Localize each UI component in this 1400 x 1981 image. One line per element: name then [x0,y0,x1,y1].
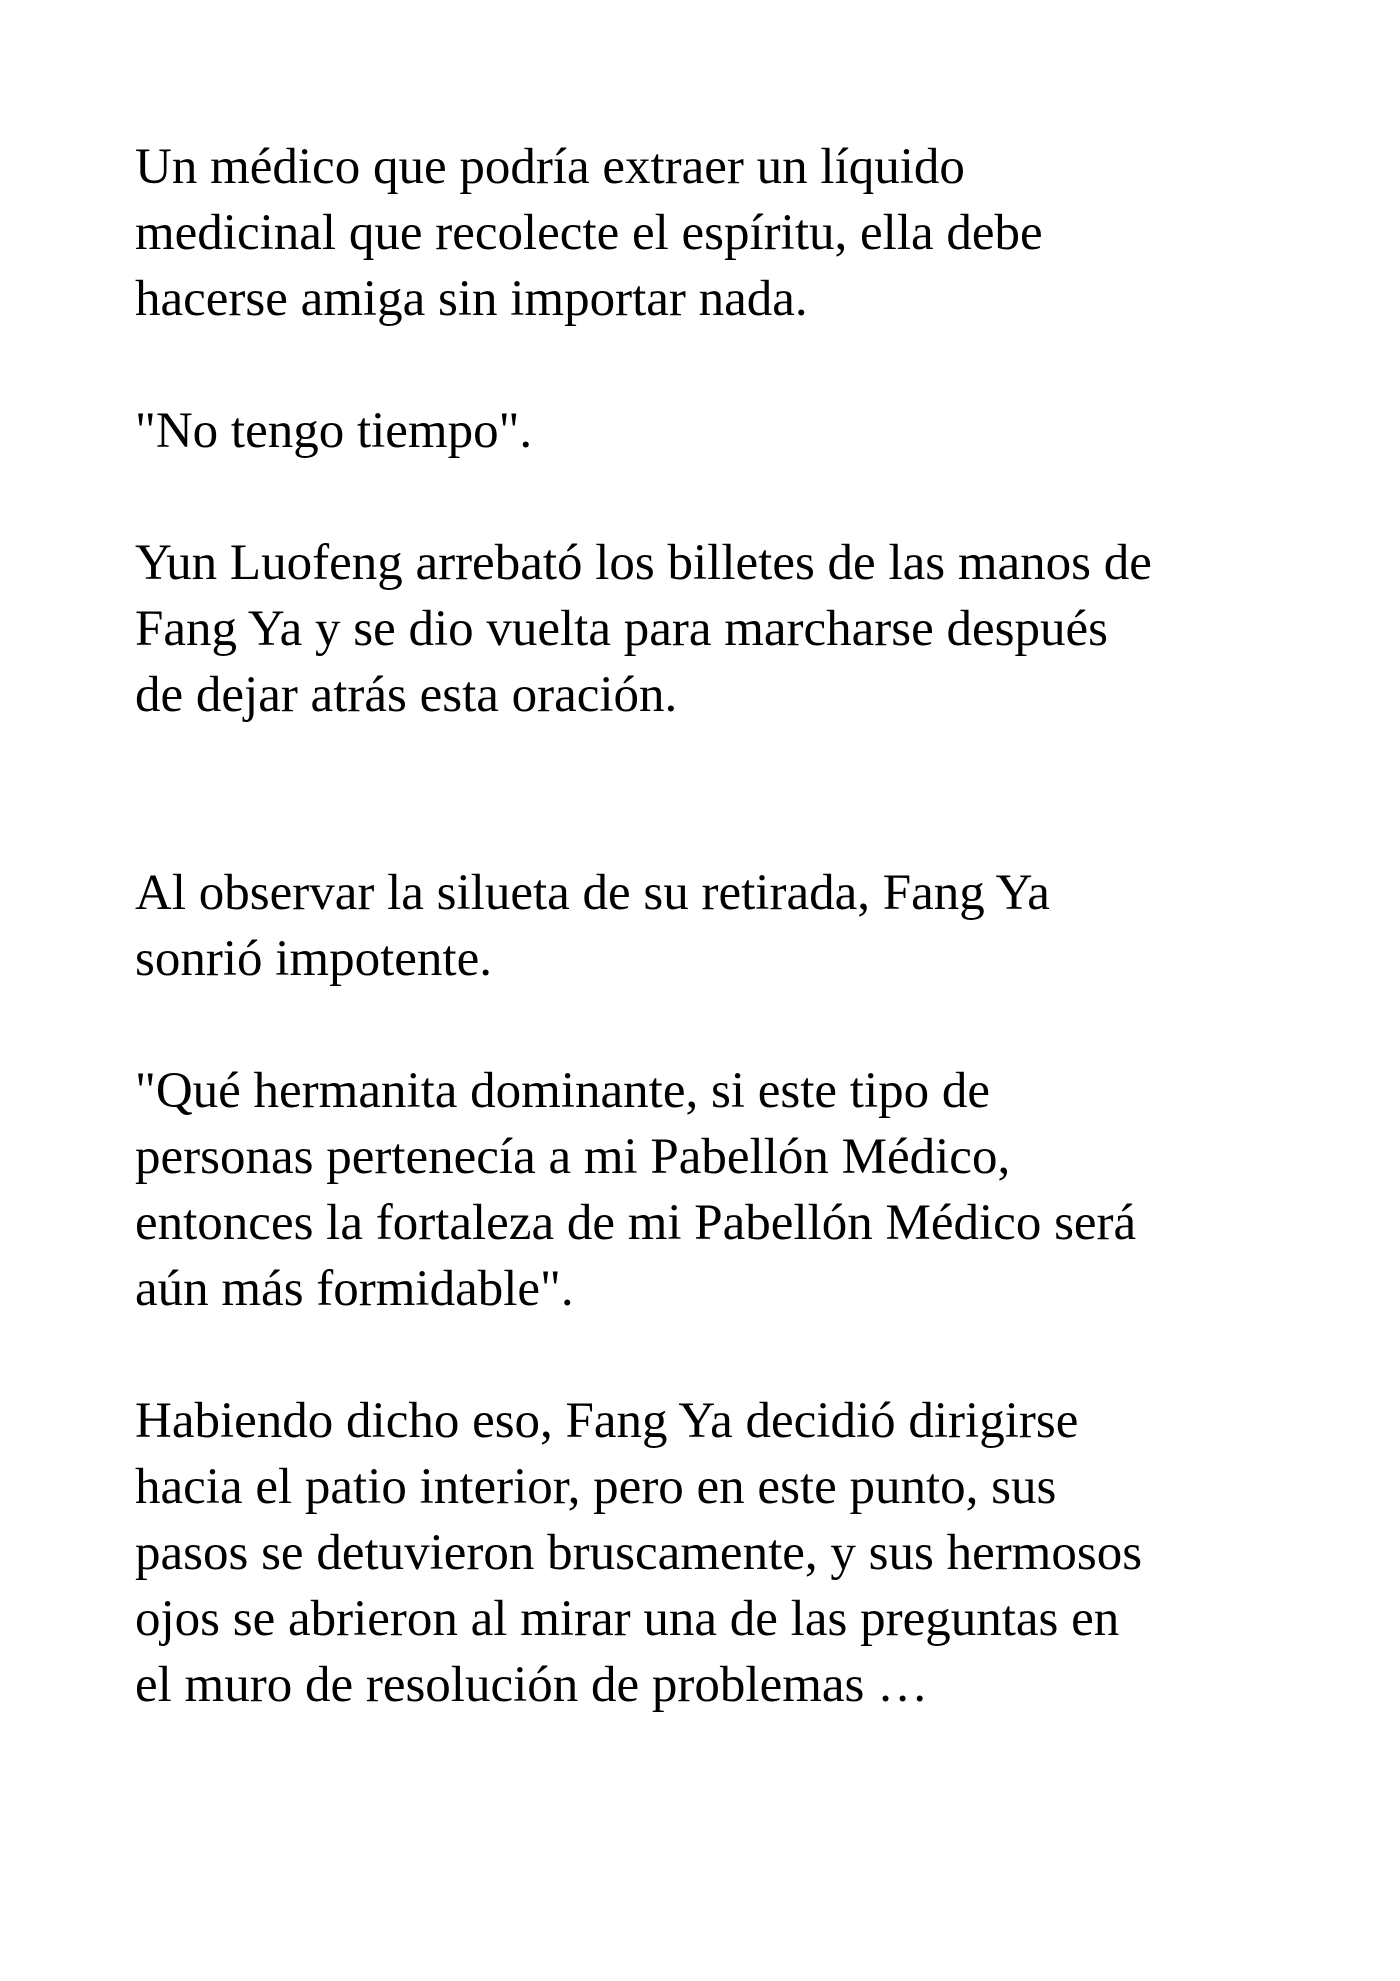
document-body [135,134,1295,1784]
text-line: Fang Ya y se dio vuelta para marcharse después [135,601,1108,657]
text-line: Yun Luofeng arrebató los billetes de las manos de [135,535,1152,591]
paragraph-1 [135,134,1295,332]
paragraph-6 [135,1388,1295,1718]
paragraph-5 [135,1058,1295,1322]
text-line: aún más formidable". [135,1261,574,1317]
text-line: entonces la fortaleza de mi Pabellón Médico será [135,1195,1137,1251]
text-line: "No tengo tiempo". [135,403,533,459]
text-line: Al observar la silueta de su retirada, Fang Ya [135,865,1050,921]
text-line: hacia el patio interior, pero en este punto, sus [135,1459,1057,1515]
text-line: "Qué hermanita dominante, si este tipo de [135,1063,990,1119]
text-line: Habiendo dicho eso, Fang Ya decidió dirigirse [135,1393,1079,1449]
text-line: personas pertenecía a mi Pabellón Médico, [135,1129,1011,1185]
text-line: pasos se detuvieron bruscamente, y sus hermosos [135,1525,1143,1581]
paragraph-4 [135,860,1295,992]
text-line: hacerse amiga sin importar nada. [135,271,808,327]
text-line: de dejar atrás esta oración. [135,667,678,723]
text-line: medicinal que recolecte el espíritu, ella debe [135,205,1043,261]
text-line: el muro de resolución de problemas … [135,1657,929,1713]
paragraph-2 [135,398,1295,464]
paragraph-3 [135,530,1295,728]
text-line: sonrió impotente. [135,931,492,987]
text-line: ojos se abrieron al mirar una de las preguntas en [135,1591,1120,1647]
text-line: Un médico que podría extraer un líquido [135,139,965,195]
